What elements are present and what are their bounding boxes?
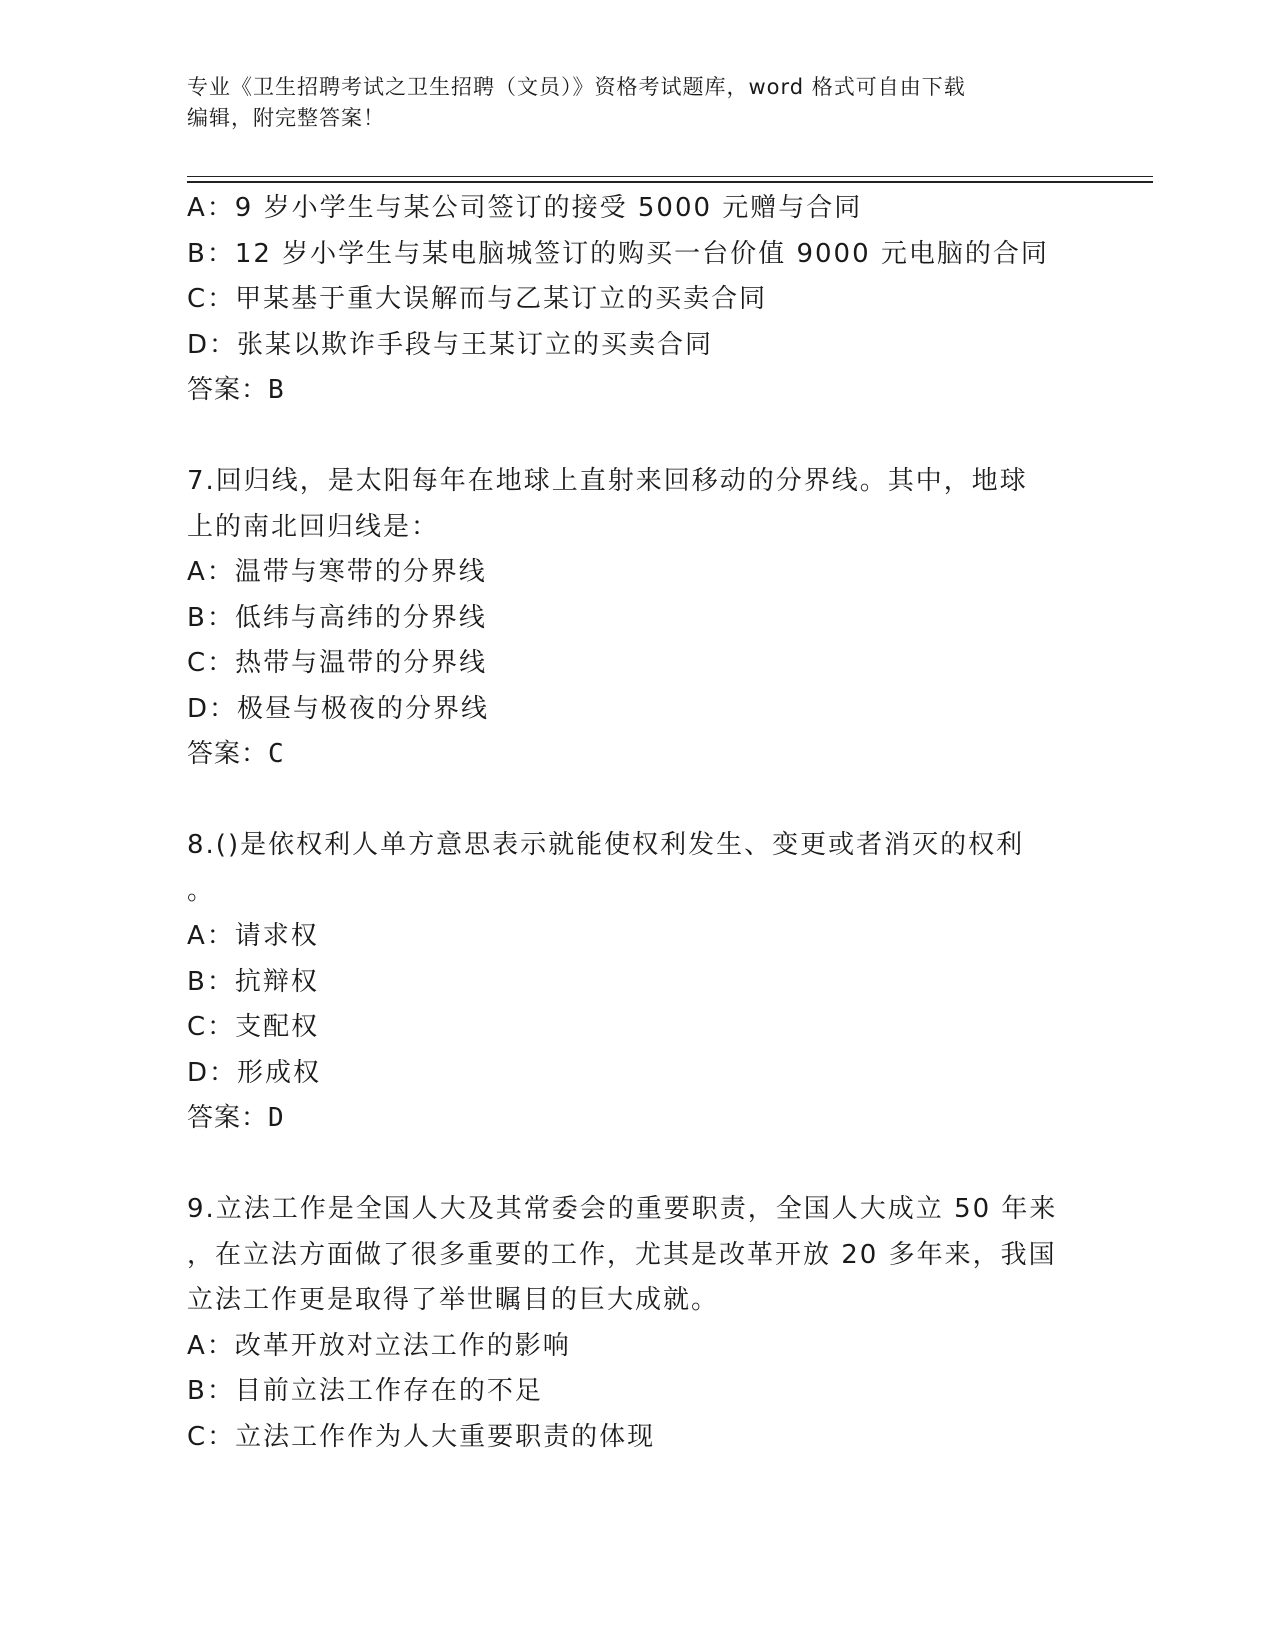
option-c: C：甲某基于重大误解而与乙某订立的买卖合同 — [187, 284, 768, 314]
option-d: D：极昼与极夜的分界线 — [187, 693, 490, 724]
option-b: B：12 岁小学生与某电脑城签订的购买一台价值 9000 元电脑的合同 — [187, 238, 1049, 269]
question-text-line-1: 7.回归线，是太阳每年在地球上直射来回移动的分界线。其中，地球 — [187, 466, 1028, 496]
header-divider-thin — [187, 176, 1153, 177]
header-line-2: 编辑，附完整答案！ — [187, 106, 385, 130]
answer-label: 答案： — [187, 739, 269, 769]
question-content — [187, 186, 1087, 1460]
question-text-line-2: 上的南北回归线是： — [187, 511, 440, 542]
answer-label: 答案： — [187, 375, 269, 405]
answer-value: C — [268, 739, 285, 769]
header-line-1: 专业《卫生招聘考试之卫生招聘（文员）》资格考试题库，word 格式可自由下载 — [187, 75, 966, 99]
answer-value: D — [268, 1103, 285, 1133]
question-text-line-1: 8.()是依权利人单方意思表示就能使权利发生、变更或者消灭的权利 — [187, 830, 1025, 860]
answer-line — [187, 368, 1087, 414]
option-c: C：热带与温带的分界线 — [187, 648, 488, 678]
question-text-line-2: ，在立法方面做了很多重要的工作，尤其是改革开放 20 多年来，我国 — [187, 1239, 1057, 1270]
answer-value: B — [268, 375, 285, 405]
question-8 — [187, 823, 1087, 1142]
answer-line — [187, 1096, 1087, 1142]
answer-label: 答案： — [187, 1103, 269, 1133]
question-text-line-2: 。 — [187, 875, 216, 906]
option-c: C：立法工作作为人大重要职责的体现 — [187, 1421, 656, 1452]
option-a: A：改革开放对立法工作的影响 — [187, 1330, 571, 1361]
option-b: B：抗辩权 — [187, 966, 319, 997]
spacer — [187, 778, 1087, 824]
question-text-line-3: 立法工作更是取得了举世瞩目的巨大成就。 — [187, 1285, 720, 1315]
spacer — [187, 1142, 1087, 1188]
question-9 — [187, 1187, 1087, 1460]
option-c: C：支配权 — [187, 1012, 320, 1042]
option-d: D：张某以欺诈手段与王某订立的买卖合同 — [187, 329, 714, 360]
option-a: A：请求权 — [187, 921, 319, 951]
question-text-line-1: 9.立法工作是全国人大及其常委会的重要职责，全国人大成立 50 年来 — [187, 1194, 1058, 1224]
answer-line — [187, 732, 1087, 778]
spacer — [187, 414, 1087, 460]
option-b: B：低纬与高纬的分界线 — [187, 602, 487, 633]
option-b: B：目前立法工作存在的不足 — [187, 1376, 543, 1406]
question-7 — [187, 459, 1087, 778]
header-divider-thick — [187, 181, 1153, 183]
question-6 — [187, 186, 1087, 414]
option-d: D：形成权 — [187, 1057, 322, 1088]
option-a: A：9 岁小学生与某公司签订的接受 5000 元赠与合同 — [187, 193, 863, 223]
option-a: A：温带与寒带的分界线 — [187, 557, 487, 587]
document-header — [187, 72, 1067, 134]
